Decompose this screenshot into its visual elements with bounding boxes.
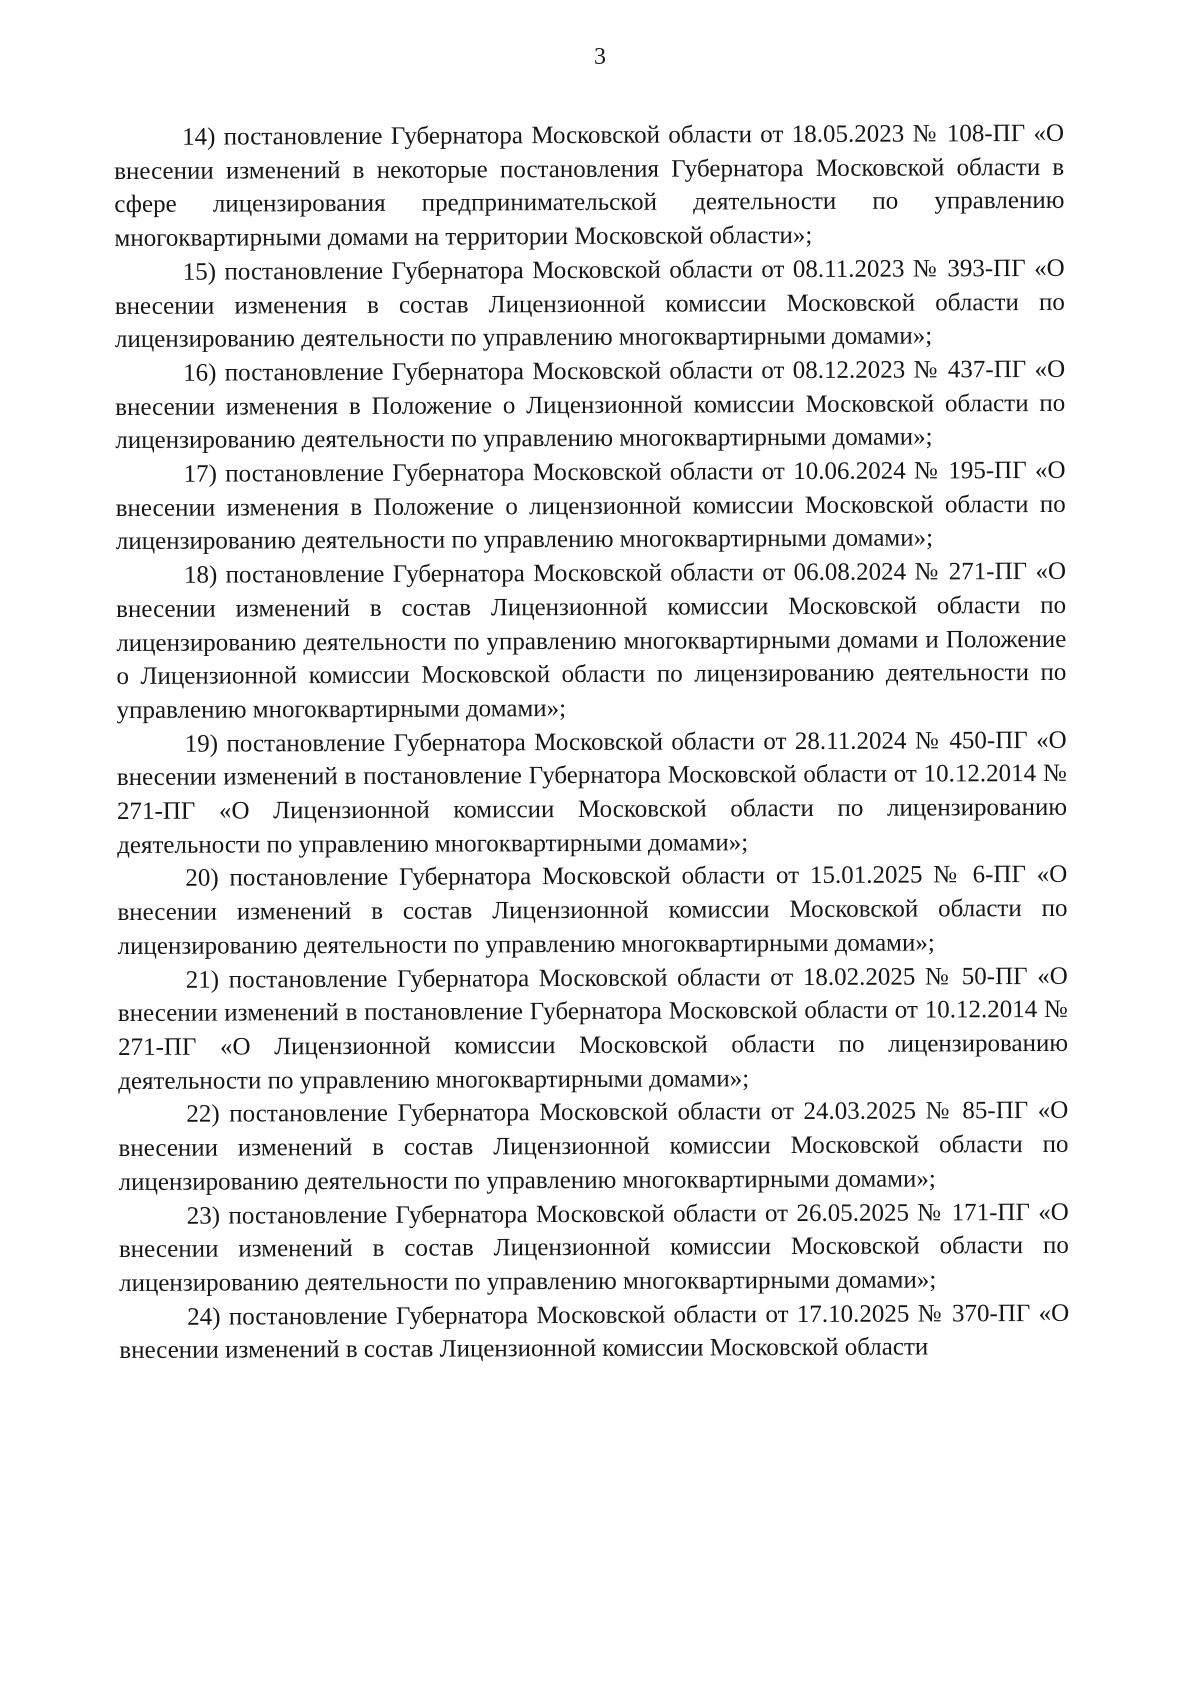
list-item: 18) постановление Губернатора Московской области от 06.08.2024 № 271-ПГ «О внесении изменений в состав Лицензионной комиссии Московской области по лицензированию деятельности по управлению многоквартирными домами и Положение о Лицензионной комиссии Московской области по лицензированию деятельности по управлению многоквартирными домами»; (116, 557, 1067, 724)
list-item: 14) постановление Губернатора Московской области от 18.05.2023 № 108-ПГ «О внесении изменений в некоторые постановления Губернатора Московской области в сфере лицензирования предпринимательской деятельности по управлению многоквартирными домами на территории Московской области»; (114, 119, 1065, 253)
page-number: 3 (594, 44, 606, 70)
list-item: 21) постановление Губернатора Московской области от 18.02.2025 № 50-ПГ «О внесении изменений в постановление Губернатора Московской области от 10.12.2014 № 271-ПГ «О Лицензионной комиссии Московской области по лицензированию деятельности по управлению многоквартирными домами»; (117, 962, 1069, 1095)
list-item: 20) постановление Губернатора Московской области от 15.01.2025 № 6-ПГ «О внесении изменений в состав Лицензионной комиссии Московской области по лицензированию деятельности по управлению многоквартирными домами»; (117, 861, 1068, 960)
document-body (114, 117, 1069, 1368)
list-item: 16) постановление Губернатора Московской области от 08.12.2023 № 437-ПГ «О внесении изменения в Положение о Лицензионной комиссии Московской области по лицензированию деятельности по управлению многоквартирными домами»; (115, 355, 1066, 455)
list-item: 15) постановление Губернатора Московской области от 08.11.2023 № 393-ПГ «О внесении изменения в состав Лицензионной комиссии Московской области по лицензированию деятельности по управлению многоквартирными домами»; (114, 254, 1065, 354)
list-item: 22) постановление Губернатора Московской области от 24.03.2025 № 85-ПГ «О внесении изменений в состав Лицензионной комиссии Московской области по лицензированию деятельности по управлению многоквартирными домами»; (118, 1097, 1069, 1196)
list-item: 24) постановление Губернатора Московской области от 17.10.2025 № 370-ПГ «О внесении изменений в состав Лицензионной комиссии Московской области (119, 1299, 1070, 1365)
list-item: 19) постановление Губернатора Московской области от 28.11.2024 № 450-ПГ «О внесении изменений в постановление Губернатора Московской области от 10.12.2014 № 271-ПГ «О Лицензионной комиссии Московской области по лицензированию деятельности по управлению многоквартирными домами»; (116, 726, 1068, 859)
list-item: 23) постановление Губернатора Московской области от 26.05.2025 № 171-ПГ «О внесении изменений в состав Лицензионной комиссии Московской области по лицензированию деятельности по управлению многоквартирными домами»; (118, 1198, 1069, 1297)
list-item: 17) постановление Губернатора Московской области от 10.06.2024 № 195-ПГ «О внесении изменения в Положение о лицензионной комиссии Московской области по лицензированию деятельности по управлению многоквартирными домами»; (115, 456, 1066, 556)
